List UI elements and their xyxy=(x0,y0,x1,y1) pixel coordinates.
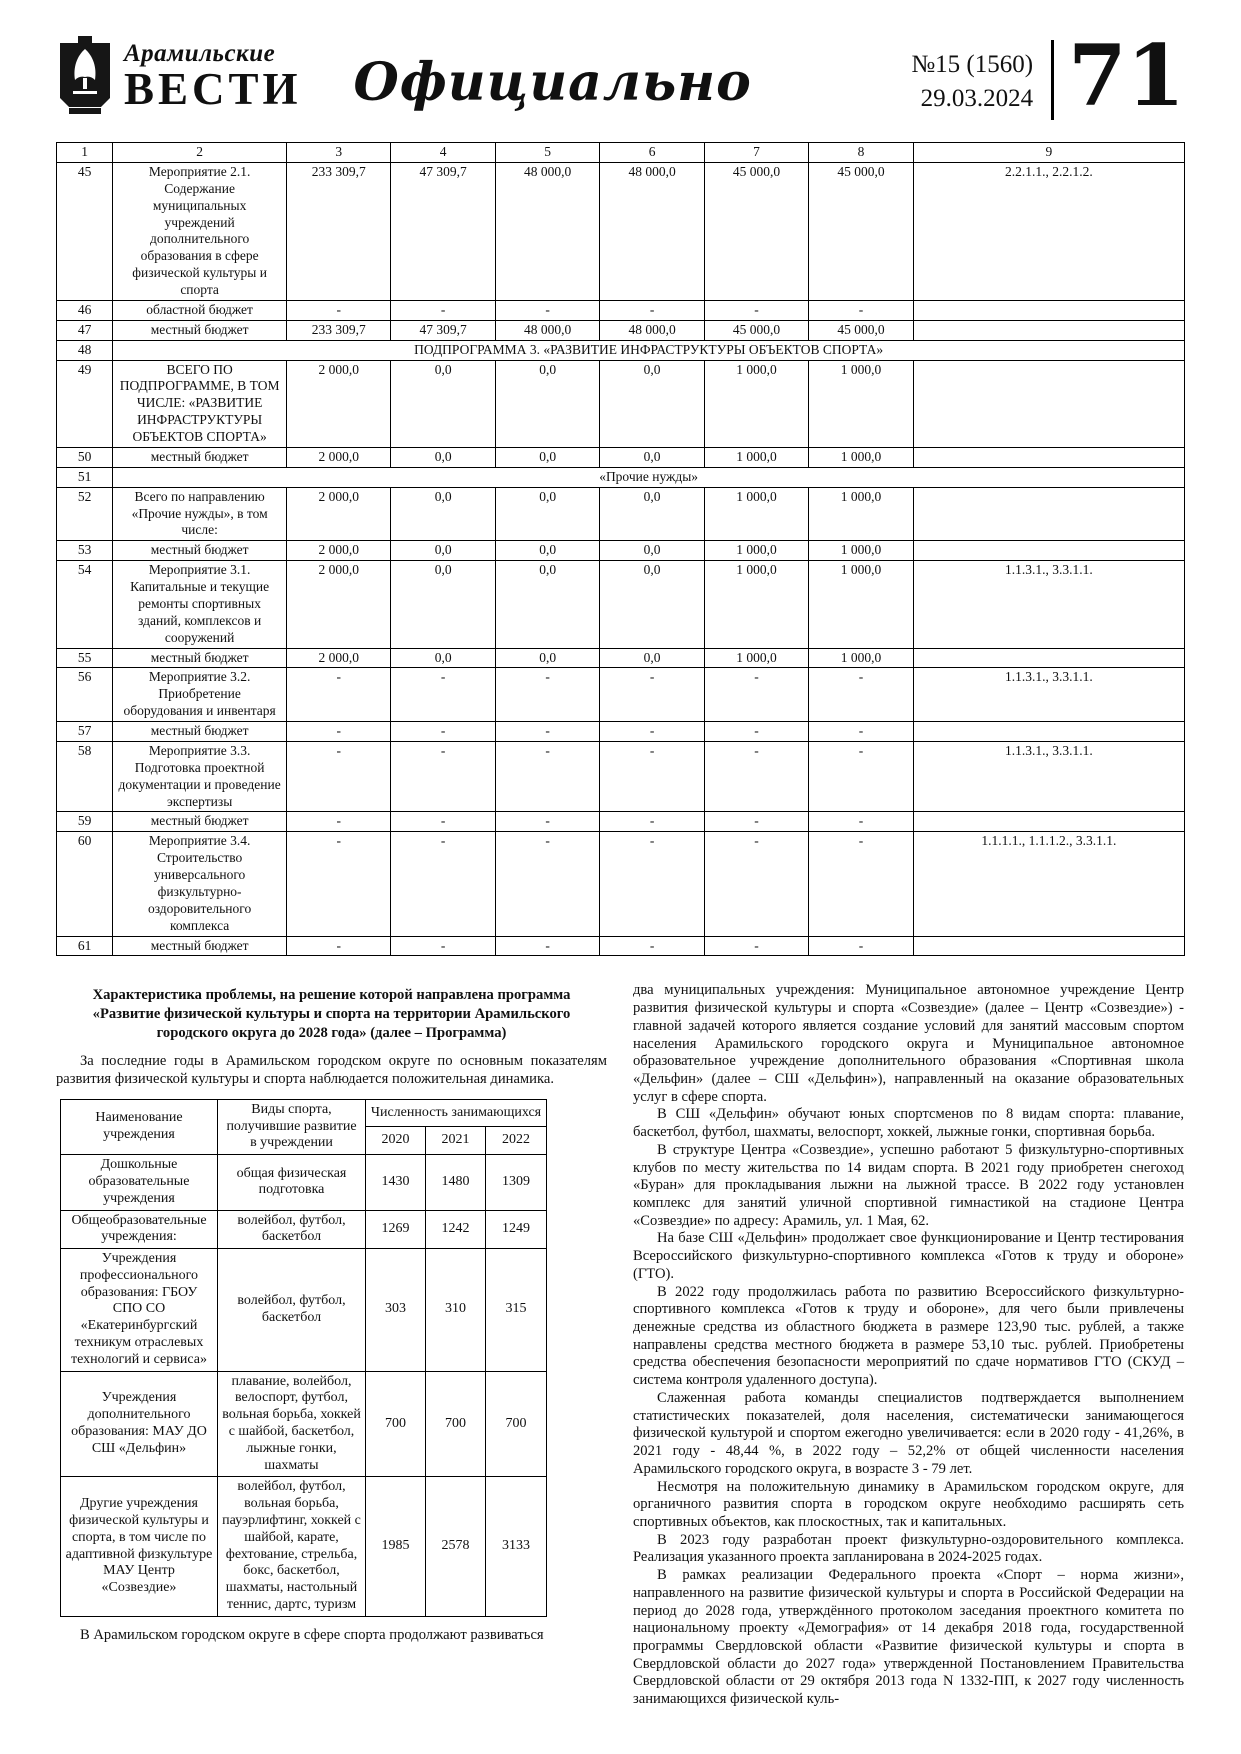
row-value: - xyxy=(391,936,495,956)
row-value: 1 000,0 xyxy=(704,541,808,561)
row-ref xyxy=(913,300,1184,320)
row-value: - xyxy=(391,741,495,812)
row-number: 52 xyxy=(57,487,113,541)
paragraph: В 2022 году продолжилась работа по развитию Всероссийского физкультурно-спортивного комплекса «Готов к труду и обороне», для чего были привлечены денежные средства из областного бюджета в размере 123,90 тыс. рублей, а также направлены средства местного бюджета в размере 53,10 тыс. рублей. Приобретены средства обеспечения безопасности мероприятий по сдаче нормативов ГТО (СКУД – система контроля удаленного доступа). xyxy=(633,1283,1184,1389)
row-value: 0,0 xyxy=(600,648,704,668)
row-value: 2 000,0 xyxy=(287,541,391,561)
row-ref xyxy=(913,541,1184,561)
subprogram-title: ПОДПРОГРАММА 3. «РАЗВИТИЕ ИНФРАСТРУКТУРЫ ОБЪЕКТОВ СПОРТА» xyxy=(113,340,1185,360)
row-value: 48 000,0 xyxy=(600,162,704,300)
row-value: - xyxy=(287,812,391,832)
row-label: ВСЕГО ПО ПОДПРОГРАММЕ, В ТОМ ЧИСЛЕ: «РАЗВИТИЕ ИНФРАСТРУКТУРЫ ОБЪЕКТОВ СПОРТА» xyxy=(113,360,287,447)
row-value: 45 000,0 xyxy=(704,162,808,300)
count-value: 1480 xyxy=(426,1155,486,1210)
row-ref xyxy=(913,812,1184,832)
col-header: 2 xyxy=(113,143,287,163)
row-value: - xyxy=(809,741,913,812)
table-row xyxy=(61,1249,547,1372)
row-value: - xyxy=(809,812,913,832)
brand-name-bottom: ВЕСТИ xyxy=(124,64,302,114)
row-value: 233 309,7 xyxy=(287,320,391,340)
count-value: 700 xyxy=(426,1371,486,1477)
issue-date: 29.03.2024 xyxy=(920,84,1034,112)
right-column xyxy=(633,982,1184,1708)
table-row xyxy=(57,541,1185,561)
row-ref xyxy=(913,487,1184,541)
year-header: 2021 xyxy=(426,1127,486,1155)
issue-info xyxy=(911,48,1033,116)
table-row xyxy=(57,487,1185,541)
row-value: 0,0 xyxy=(495,561,599,648)
row-value: - xyxy=(704,832,808,936)
row-value: - xyxy=(495,722,599,742)
row-value: 0,0 xyxy=(495,360,599,447)
row-value: 0,0 xyxy=(495,447,599,467)
row-number: 58 xyxy=(57,741,113,812)
brand-text xyxy=(124,36,302,114)
row-value: 0,0 xyxy=(391,541,495,561)
row-number: 60 xyxy=(57,832,113,936)
row-value: - xyxy=(495,812,599,832)
paragraph: На базе СШ «Дельфин» продолжает свое функционирование и Центр тестирования Всероссийского физкультурно-спортивного комплекса «Готов к труду и обороне» (ГТО). xyxy=(633,1230,1184,1282)
row-value: 0,0 xyxy=(495,648,599,668)
row-value: - xyxy=(600,741,704,812)
col-header-sports: Виды спорта, получившие развитие в учреждении xyxy=(218,1099,366,1154)
institutions-table xyxy=(60,1099,547,1617)
col-header-name: Наименование учреждения xyxy=(61,1099,218,1154)
row-number: 45 xyxy=(57,162,113,300)
row-ref: 2.2.1.1., 2.2.1.2. xyxy=(913,162,1184,300)
row-value: - xyxy=(600,722,704,742)
institution-name: Дошкольные образовательные учреждения xyxy=(61,1155,218,1210)
row-value: - xyxy=(287,832,391,936)
row-value: 1 000,0 xyxy=(809,487,913,541)
row-label: местный бюджет xyxy=(113,812,287,832)
count-value: 1309 xyxy=(486,1155,547,1210)
row-number: 61 xyxy=(57,936,113,956)
row-ref: 1.1.3.1., 3.3.1.1. xyxy=(913,741,1184,812)
institution-name: Общеобразовательные учреждения: xyxy=(61,1210,218,1249)
row-value: 2 000,0 xyxy=(287,487,391,541)
row-value: 1 000,0 xyxy=(809,541,913,561)
row-value: - xyxy=(809,300,913,320)
col-header: 8 xyxy=(809,143,913,163)
row-value: - xyxy=(495,300,599,320)
row-value: 0,0 xyxy=(600,360,704,447)
col-header: 6 xyxy=(600,143,704,163)
row-ref xyxy=(913,648,1184,668)
table-row xyxy=(57,832,1185,936)
row-value: 2 000,0 xyxy=(287,447,391,467)
table-row xyxy=(57,447,1185,467)
table-row xyxy=(61,1371,547,1477)
paragraph: В Арамильском городском округе в сфере спорта продолжают развиваться xyxy=(80,1626,544,1643)
paragraph: Слаженная работа команды специалистов подтверждается выполнением статистических показателей, доля населения, систематически занимающегося физической культурой и спортом ежегодно увеличивается: если в 2020 году - 41,26%, в 2021 году - 48,44 %, в 2022 году – 52,2% от общей численности населения Арамильского городского округа, в возрасте 3 - 79 лет. xyxy=(633,1389,1184,1477)
institution-name: Учреждения профессионального образования: ГБОУ СПО СО «Екатеринбургский техникум отраслевых технологий и сервиса» xyxy=(61,1249,218,1372)
row-value: 45 000,0 xyxy=(704,320,808,340)
masthead xyxy=(56,26,1185,136)
row-value: 0,0 xyxy=(495,541,599,561)
institution-name: Другие учреждения физической культуры и спорта, в том числе по адаптивной физкультуре МАУ Центр «Созвездие» xyxy=(61,1477,218,1616)
count-value: 1249 xyxy=(486,1210,547,1249)
row-value: 0,0 xyxy=(600,487,704,541)
newspaper-logo-icon xyxy=(56,36,114,114)
paragraph: В структуре Центра «Созвездие», успешно работают 5 физкультурно-спортивных клубов по месту жительства по 14 видам спорта. В 2021 году приобретен снегоход «Буран» для прокладывания лыжни на лыжной трассе. В 2022 году установлен комплекс для занятий уличной спортивной гимнастикой на стадионе Центра «Созвездие» по адресу: Арамиль, ул. 1 Мая, 62. xyxy=(633,1141,1184,1229)
row-value: 2 000,0 xyxy=(287,648,391,668)
left-column xyxy=(56,982,607,1708)
row-label: местный бюджет xyxy=(113,541,287,561)
row-number: 54 xyxy=(57,561,113,648)
row-ref xyxy=(913,360,1184,447)
page-number: 71 xyxy=(1068,26,1185,125)
col-header: 7 xyxy=(704,143,808,163)
row-value: - xyxy=(704,812,808,832)
row-value: - xyxy=(704,300,808,320)
budget-header-row xyxy=(57,143,1185,163)
col-header: 5 xyxy=(495,143,599,163)
row-label: местный бюджет xyxy=(113,648,287,668)
paragraph: В СШ «Дельфин» обучают юных спортсменов по 8 видам спорта: плавание, баскетбол, футбол, шахматы, велоспорт, хоккей, лыжные гонки, спортивная борьба. xyxy=(633,1106,1184,1141)
row-ref xyxy=(913,722,1184,742)
year-header: 2020 xyxy=(366,1127,426,1155)
row-label: Мероприятие 2.1. Содержание муниципальных учреждений дополнительного образования в сфере физической культуры и спорта xyxy=(113,162,287,300)
section-row xyxy=(57,467,1185,487)
newspaper-brand xyxy=(56,36,302,114)
row-value: 0,0 xyxy=(391,561,495,648)
row-value: - xyxy=(495,741,599,812)
institution-sports: волейбол, футбол, баскетбол xyxy=(218,1210,366,1249)
row-value: 48 000,0 xyxy=(495,320,599,340)
table-row xyxy=(61,1155,547,1210)
count-value: 303 xyxy=(366,1249,426,1372)
col-header: 1 xyxy=(57,143,113,163)
section-row xyxy=(57,340,1185,360)
table-row xyxy=(57,741,1185,812)
row-ref: 1.1.1.1., 1.1.1.2., 3.3.1.1. xyxy=(913,832,1184,936)
row-number: 56 xyxy=(57,668,113,722)
count-value: 1242 xyxy=(426,1210,486,1249)
col-header: 3 xyxy=(287,143,391,163)
row-number: 55 xyxy=(57,648,113,668)
row-label: Мероприятие 3.1. Капитальные и текущие ремонты спортивных зданий, комплексов и сооружений xyxy=(113,561,287,648)
row-value: - xyxy=(600,668,704,722)
row-value: - xyxy=(495,936,599,956)
budget-table xyxy=(56,142,1185,956)
row-value: - xyxy=(287,668,391,722)
issue-number: №15 (1560) xyxy=(911,51,1034,78)
row-number: 53 xyxy=(57,541,113,561)
table-row xyxy=(57,320,1185,340)
row-value: 45 000,0 xyxy=(809,162,913,300)
institution-sports: волейбол, футбол, баскетбол xyxy=(218,1249,366,1372)
section-subtitle: «Прочие нужды» xyxy=(113,467,1185,487)
table-row xyxy=(57,360,1185,447)
paragraph: Несмотря на положительную динамику в Арамильском городском округе, для органичного развития спорта в городском округе необходимо расширять сеть спортивных объектов, как плоскостных, так и капитальных. xyxy=(633,1478,1184,1530)
row-value: 0,0 xyxy=(391,360,495,447)
row-value: 47 309,7 xyxy=(391,320,495,340)
row-label: местный бюджет xyxy=(113,447,287,467)
institution-name: Учреждения дополнительного образования: МАУ ДО СШ «Дельфин» xyxy=(61,1371,218,1477)
row-label: Мероприятие 3.4. Строительство универсального физкультурно-оздоровительного комплекса xyxy=(113,832,287,936)
row-value: 0,0 xyxy=(391,487,495,541)
row-ref: 1.1.3.1., 3.3.1.1. xyxy=(913,561,1184,648)
table-row xyxy=(57,561,1185,648)
table-row xyxy=(57,300,1185,320)
institution-sports: плавание, волейбол, велоспорт, футбол, вольная борьба, хоккей с шайбой, баскетбол, лыжные гонки, шахматы xyxy=(218,1371,366,1477)
table-row xyxy=(57,722,1185,742)
institution-sports: волейбол, футбол, вольная борьба, пауэрлифтинг, хоккей с шайбой, карате, фехтование, стрельба, бокс, баскетбол, шахматы, настольный теннис, дартс, туризм xyxy=(218,1477,366,1616)
row-value: 1 000,0 xyxy=(704,487,808,541)
row-value: - xyxy=(391,668,495,722)
table-row xyxy=(57,668,1185,722)
row-value: - xyxy=(704,722,808,742)
row-value: - xyxy=(495,668,599,722)
row-value: 48 000,0 xyxy=(600,320,704,340)
row-value: 1 000,0 xyxy=(704,447,808,467)
header-divider xyxy=(1051,40,1054,120)
paragraph: В рамках реализации Федерального проекта «Спорт – норма жизни», направленного на развитие физической культуры и спорта в Российской Федерации на период до 2028 года, утверждённого протоколом заседания проектного комитета по национальному проекту «Демография» от 14 декабря 2018 года, государственной программы Свердловской области «Развитие физической культуры и спорта в Свердловской области до 2027 года» утвержденной Постановлением Правительства Свердловской области от 29 октября 2013 года N 1332-ПП, к 2027 году численность занимающихся физической куль- xyxy=(633,1567,1184,1708)
col-header: 4 xyxy=(391,143,495,163)
row-ref: 1.1.3.1., 3.3.1.1. xyxy=(913,668,1184,722)
paragraph: За последние годы в Арамильском городском округе по основным показателям развития физической культуры и спорта наблюдается положительная динамика. xyxy=(56,1053,607,1087)
row-ref xyxy=(913,936,1184,956)
row-value: 1 000,0 xyxy=(809,561,913,648)
article-heading: Характеристика проблемы, на решение которой направлена программа «Развитие физической культуры и спорта на территории Арамильского городского округа до 2028 года» (далее – Программа) xyxy=(92,987,571,1042)
row-label: местный бюджет xyxy=(113,936,287,956)
row-value: - xyxy=(704,741,808,812)
row-value: - xyxy=(600,300,704,320)
paragraph: В 2023 году разработан проект физкультурно-оздоровительного комплекса. Реализация указанного проекта запланирована в 2024-2025 годах. xyxy=(633,1531,1184,1566)
count-value: 310 xyxy=(426,1249,486,1372)
col-header: 9 xyxy=(913,143,1184,163)
brand-name-top: Арамильские xyxy=(124,40,276,67)
row-value: - xyxy=(287,741,391,812)
count-value: 1269 xyxy=(366,1210,426,1249)
row-number: 49 xyxy=(57,360,113,447)
section-title: Официально xyxy=(353,52,752,113)
row-value: 1 000,0 xyxy=(809,447,913,467)
row-label: Мероприятие 3.3. Подготовка проектной документации и проведение экспертизы xyxy=(113,741,287,812)
row-value: - xyxy=(495,832,599,936)
count-value: 1430 xyxy=(366,1155,426,1210)
row-value: - xyxy=(809,722,913,742)
row-value: 0,0 xyxy=(495,487,599,541)
table-row xyxy=(57,162,1185,300)
row-value: 1 000,0 xyxy=(704,648,808,668)
row-label: областной бюджет xyxy=(113,300,287,320)
row-value: 1 000,0 xyxy=(704,561,808,648)
row-value: 0,0 xyxy=(600,561,704,648)
row-value: - xyxy=(391,832,495,936)
count-value: 700 xyxy=(486,1371,547,1477)
row-ref xyxy=(913,320,1184,340)
col-header-count: Численность занимающихся xyxy=(366,1099,547,1127)
table-row xyxy=(61,1477,547,1616)
row-value: - xyxy=(287,936,391,956)
institution-sports: общая физическая подготовка xyxy=(218,1155,366,1210)
row-label: Всего по направлению «Прочие нужды», в том числе: xyxy=(113,487,287,541)
count-value: 2578 xyxy=(426,1477,486,1616)
row-value: - xyxy=(287,300,391,320)
row-number: 48 xyxy=(57,340,113,360)
row-value: - xyxy=(391,300,495,320)
row-value: 1 000,0 xyxy=(809,648,913,668)
row-value: - xyxy=(809,668,913,722)
row-value: - xyxy=(600,832,704,936)
row-number: 50 xyxy=(57,447,113,467)
row-value: - xyxy=(704,668,808,722)
table-row xyxy=(57,648,1185,668)
row-value: 0,0 xyxy=(391,648,495,668)
row-number: 51 xyxy=(57,467,113,487)
row-value: 2 000,0 xyxy=(287,360,391,447)
row-value: - xyxy=(704,936,808,956)
row-value: - xyxy=(809,936,913,956)
count-value: 3133 xyxy=(486,1477,547,1616)
row-number: 57 xyxy=(57,722,113,742)
article-columns xyxy=(56,982,1185,1708)
row-value: 0,0 xyxy=(391,447,495,467)
row-value: 0,0 xyxy=(600,541,704,561)
row-value: 233 309,7 xyxy=(287,162,391,300)
row-value: - xyxy=(600,936,704,956)
row-value: 1 000,0 xyxy=(809,360,913,447)
row-value: 1 000,0 xyxy=(704,360,808,447)
row-value: 47 309,7 xyxy=(391,162,495,300)
row-value: 45 000,0 xyxy=(809,320,913,340)
table-row xyxy=(57,936,1185,956)
row-number: 47 xyxy=(57,320,113,340)
table-row xyxy=(57,812,1185,832)
count-value: 700 xyxy=(366,1371,426,1477)
row-number: 46 xyxy=(57,300,113,320)
row-number: 59 xyxy=(57,812,113,832)
row-ref xyxy=(913,447,1184,467)
row-value: 0,0 xyxy=(600,447,704,467)
count-value: 315 xyxy=(486,1249,547,1372)
row-value: 2 000,0 xyxy=(287,561,391,648)
row-label: Мероприятие 3.2. Приобретение оборудования и инвентаря xyxy=(113,668,287,722)
row-label: местный бюджет xyxy=(113,722,287,742)
paragraph: два муниципальных учреждения: Муниципальное автономное учреждение Центр развития физической культуры и спорта «Созвездие» (далее – Центр «Созвездие») - главной задачей которого является создание условий для занятий массовым спортом населения Арамильского городского округа и Муниципальное автономное образовательное учреждение дополнительного образования «Спортивная школа «Дельфин» (далее – СШ «Дельфин»), направленный на оказание образовательных услуг в сфере спорта. xyxy=(633,982,1184,1105)
institutions-header-row xyxy=(61,1099,547,1127)
year-header: 2022 xyxy=(486,1127,547,1155)
row-label: местный бюджет xyxy=(113,320,287,340)
row-value: 48 000,0 xyxy=(495,162,599,300)
table-row xyxy=(61,1210,547,1249)
row-value: - xyxy=(391,812,495,832)
count-value: 1985 xyxy=(366,1477,426,1616)
row-value: - xyxy=(391,722,495,742)
row-value: - xyxy=(809,832,913,936)
row-value: - xyxy=(600,812,704,832)
row-value: - xyxy=(287,722,391,742)
